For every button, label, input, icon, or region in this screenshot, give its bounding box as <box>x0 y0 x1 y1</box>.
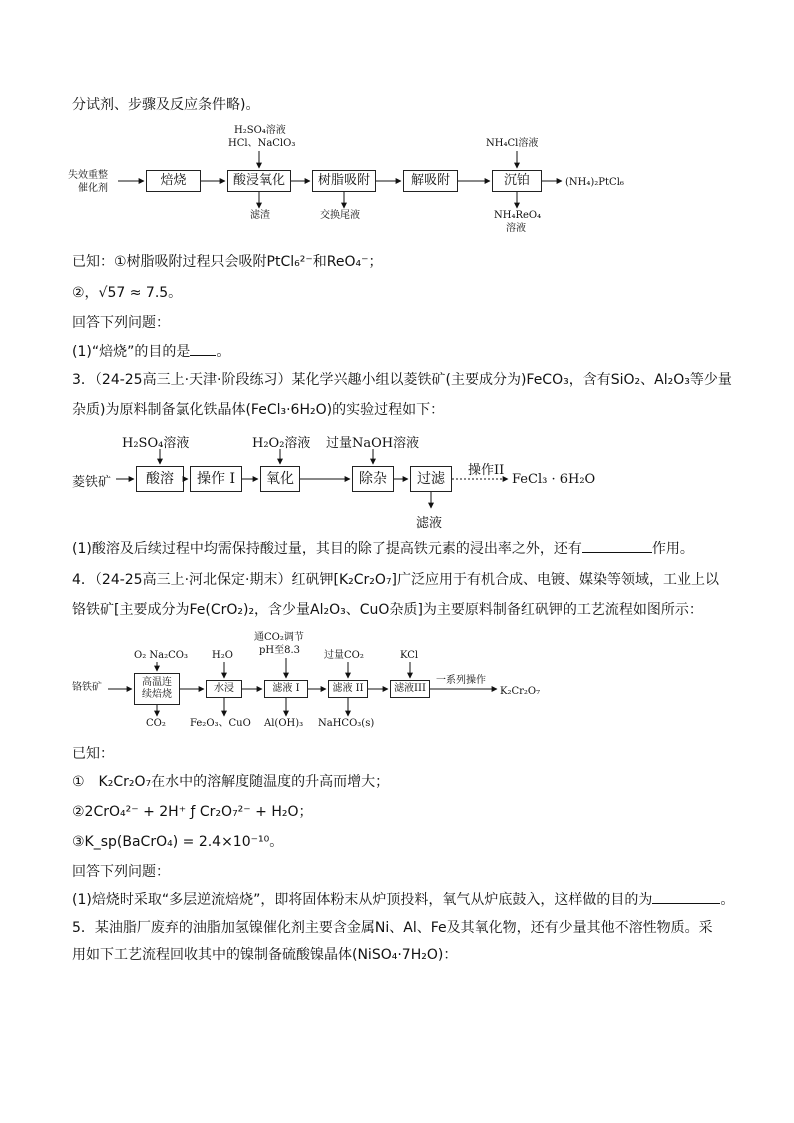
flow3-product: K₂Cr₂O₇ <box>500 686 541 697</box>
flow3-step-filtrate-3: 滤液III <box>390 680 430 698</box>
q5-line-1: 5．某油脂厂废弃的油脂加氢镍催化剂主要含金属Ni、Al、Fe及其氧化物，还有少量其他不溶性物质。采 <box>72 920 713 936</box>
q4-known-1: ① K₂Cr₂O₇在水中的溶解度随温度的升高而增大； <box>72 774 390 790</box>
q3-header-line1: 3．（24-25高三上·天津·阶段练习）某化学兴趣小组以菱铁矿(主要成分为)FeCO₃，含有SiO₂、Al₂O₃等少量 <box>72 372 732 388</box>
flow3-co2-adjust: 通CO₂调节 <box>254 632 304 643</box>
q2-answer-prompt: 回答下列问题： <box>72 315 170 331</box>
q2-question-1-text: (1)“焙烧”的目的是 <box>72 344 191 360</box>
flow2-product: FeCl₃ · 6H₂O <box>512 472 596 487</box>
q4-answer-prompt: 回答下列问题： <box>72 864 170 880</box>
flow1-step-resin: 树脂吸附 <box>312 170 376 192</box>
flow2-reagent-naoh: 过量NaOH溶液 <box>326 436 420 451</box>
answer-blank[interactable] <box>652 889 720 904</box>
q2-known-1: 已知：①树脂吸附过程只会吸附PtCl₆²⁻和ReO₄⁻； <box>72 254 383 270</box>
flow1-step-acid-leach: 酸浸氧化 <box>227 170 291 192</box>
flow1-product: (NH₄)₂PtCl₆ <box>565 177 624 188</box>
flow3-kcl: KCl <box>400 650 419 661</box>
q3-question-1: (1)酸溶及后续过程中均需保持酸过量，其目的除了提高铁元素的浸出率之外，还有 作用。 <box>72 538 694 559</box>
flow1-nh4reo4: NH₄ReO₄ <box>494 210 542 221</box>
flow3-nahco3: NaHCO₃(s) <box>318 718 375 729</box>
q4-header-line2: 铬铁矿[主要成分为Fe(CrO₂)₂，含少量Al₂O₃、CuO杂质]为主要原料制备红矾钾的工艺流程如图所示： <box>72 602 703 618</box>
flow3-input: 铬铁矿 <box>72 682 102 693</box>
flow3-co2-out: CO₂ <box>146 718 166 729</box>
flow2-reagent-h2o2: H₂O₂溶液 <box>252 436 311 451</box>
q4-question-1-text: (1)焙烧时采取“多层逆流焙烧”，即将固体粉末从炉顶投料，氧气从炉底鼓入，这样做的目的为 <box>72 892 653 908</box>
q4-known-title: 已知： <box>72 746 114 762</box>
flow3-step-roast: 高温连 续焙烧 <box>134 673 180 705</box>
q2-known-2: ②，√57 ≈ 7.5。 <box>72 285 183 301</box>
intro-line: 分试剂、步骤及反应条件略)。 <box>72 97 260 113</box>
flow3-operations: 一系列操作 <box>436 675 486 686</box>
q2-question-1: (1)“焙烧”的目的是 。 <box>72 341 230 362</box>
flow2-input: 菱铁矿 <box>72 475 112 490</box>
answer-blank[interactable] <box>582 538 652 553</box>
flow3-ph: pH至8.3 <box>259 645 301 656</box>
flow1-tail-liquid: 交换尾液 <box>320 210 360 221</box>
q3-header-line2: 杂质)为原料制备氯化铁晶体(FeCl₃·6H₂O)的实验过程如下： <box>72 402 445 418</box>
flow3-o2-na2co3: O₂ Na₂CO₃ <box>134 650 188 661</box>
flow2-step-op1: 操作 I <box>190 466 242 492</box>
flow3-step-filtrate-2: 滤液 II <box>328 680 368 698</box>
flow1-solution: 溶液 <box>506 223 526 234</box>
flow2-op2: 操作II <box>468 463 505 478</box>
flow3-excess-co2: 过量CO₂ <box>324 650 364 661</box>
flow1-input-line1: 失效重整 <box>68 170 108 181</box>
q4-known-3: ③K_sp(BaCrO₄) = 2.4×10⁻¹⁰。 <box>72 834 284 850</box>
flow3-aloh3: Al(OH)₃ <box>264 718 304 729</box>
q5-line-2: 用如下工艺流程回收其中的镍制备硫酸镍晶体(NiSO₄·7H₂O)： <box>72 947 458 963</box>
flow1-reagent-h2so4: H₂SO₄溶液 <box>234 125 286 136</box>
flow2-step-oxidize: 氧化 <box>260 466 300 492</box>
q4-header-line1: 4．（24-25高三上·河北保定·期末）红矾钾[K₂Cr₂O₇]广泛应用于有机合成、电镀、媒染等领域，工业上以 <box>72 572 719 588</box>
flow1-step-desorb: 解吸附 <box>403 170 458 192</box>
flow1-reagent-hcl: HCl、NaClO₃ <box>228 138 296 149</box>
flow1-input-line2: 催化剂 <box>78 183 108 194</box>
flow3-h2o: H₂O <box>212 650 233 661</box>
flow3-fe2o3-cuo: Fe₂O₃、CuO <box>190 718 251 729</box>
flow3-step-filtrate-1: 滤液 I <box>264 680 308 698</box>
flow2-filtrate: 滤液 <box>416 516 443 531</box>
q3-question-1-text: (1)酸溶及后续过程中均需保持酸过量，其目的除了提高铁元素的浸出率之外，还有 <box>72 541 582 557</box>
flow2-step-filter: 过滤 <box>410 466 452 492</box>
flow3-step-water-leach: 水浸 <box>206 680 242 698</box>
flow1-residue: 滤渣 <box>250 210 270 221</box>
q4-known-2: ②2CrO₄²⁻ + 2H⁺ ƒ Cr₂O₇²⁻ + H₂O； <box>72 804 313 820</box>
answer-blank[interactable] <box>190 341 216 356</box>
flow2-reagent-h2so4: H₂SO₄溶液 <box>122 436 190 451</box>
flow1-step-roast: 焙烧 <box>146 170 201 192</box>
flow1-reagent-nh4cl: NH₄Cl溶液 <box>486 138 539 149</box>
flow1-step-precip: 沉铂 <box>492 170 542 192</box>
q4-question-1: (1)焙烧时采取“多层逆流焙烧”，即将固体粉末从炉顶投料，氧气从炉底鼓入，这样做的目的为 。 <box>72 889 734 910</box>
flow2-step-remove: 除杂 <box>352 466 394 492</box>
flow2-step-acid-dissolve: 酸溶 <box>136 466 184 492</box>
